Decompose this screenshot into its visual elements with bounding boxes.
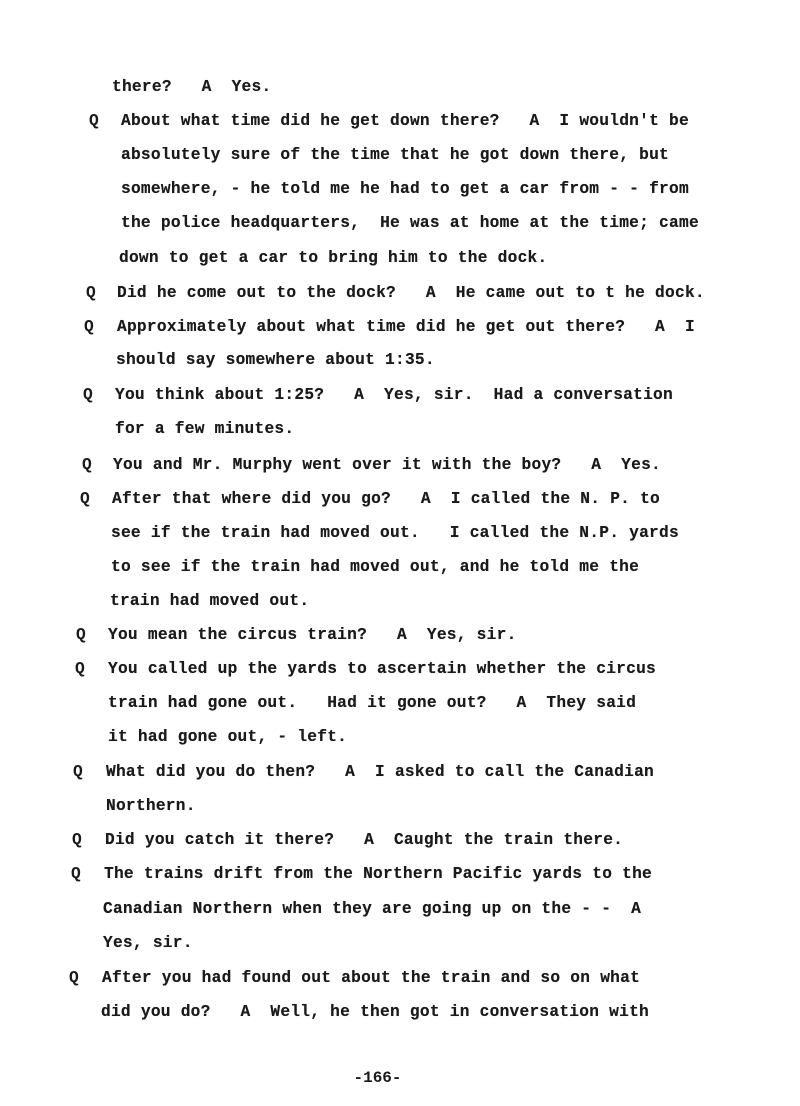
question-marker: Q	[76, 626, 86, 644]
transcript-line: You mean the circus train? A Yes, sir.	[108, 626, 517, 644]
question-marker: Q	[69, 969, 79, 987]
transcript-line: should say somewhere about 1:35.	[116, 351, 435, 369]
transcript-line: did you do? A Well, he then got in conversation with	[101, 1003, 650, 1021]
transcript-line: down to get a car to bring him to the dock.	[119, 249, 548, 267]
transcript-line: train had gone out. Had it gone out? A They said	[108, 694, 637, 712]
transcript-line: About what time did he get down there? A I wouldn't be	[121, 112, 689, 130]
transcript-line: After that where did you go? A I called the N. P. to	[112, 490, 661, 508]
transcript-line: What did you do then? A I asked to call the Canadian	[106, 763, 655, 781]
question-marker: Q	[75, 660, 85, 678]
transcript-line: to see if the train had moved out, and he told me the	[111, 558, 640, 576]
transcript-line: Did you catch it there? A Caught the train there.	[105, 831, 624, 849]
transcript-line: Canadian Northern when they are going up on the - - A	[103, 900, 642, 918]
transcript-line: train had moved out.	[110, 592, 310, 610]
transcript-line: You and Mr. Murphy went over it with the boy? A Yes.	[113, 456, 662, 474]
transcript-line: Did he come out to the dock? A He came out to t he dock.	[117, 284, 705, 302]
transcript-line: Northern.	[106, 797, 196, 815]
question-marker: Q	[80, 490, 90, 508]
transcript-line: it had gone out, - left.	[108, 728, 348, 746]
transcript-line: Yes, sir.	[103, 934, 193, 952]
transcript-line: You called up the yards to ascertain whether the circus	[108, 660, 657, 678]
transcript-line: Approximately about what time did he get out there? A I	[117, 318, 695, 336]
transcript-line: see if the train had moved out. I called the N.P. yards	[111, 524, 679, 542]
question-marker: Q	[82, 456, 92, 474]
question-marker: Q	[84, 318, 94, 336]
transcript-line: You think about 1:25? A Yes, sir. Had a conversation	[115, 386, 673, 404]
question-marker: Q	[71, 865, 81, 883]
transcript-line: The trains drift from the Northern Pacific yards to the	[104, 865, 653, 883]
question-marker: Q	[83, 386, 93, 404]
question-marker: Q	[73, 763, 83, 781]
transcript-line: for a few minutes.	[115, 420, 295, 438]
question-marker: Q	[72, 831, 82, 849]
transcript-line: absolutely sure of the time that he got down there, but	[121, 146, 670, 164]
question-marker: Q	[86, 284, 96, 302]
transcript-line: somewhere, - he told me he had to get a car from - - from	[121, 180, 689, 198]
transcript-line: there? A Yes.	[112, 78, 272, 96]
transcript-line: After you had found out about the train and so on what	[102, 969, 641, 987]
question-marker: Q	[89, 112, 99, 130]
page-number: -166-	[353, 1069, 402, 1087]
transcript-line: the police headquarters, He was at home at the time; came	[121, 214, 699, 232]
